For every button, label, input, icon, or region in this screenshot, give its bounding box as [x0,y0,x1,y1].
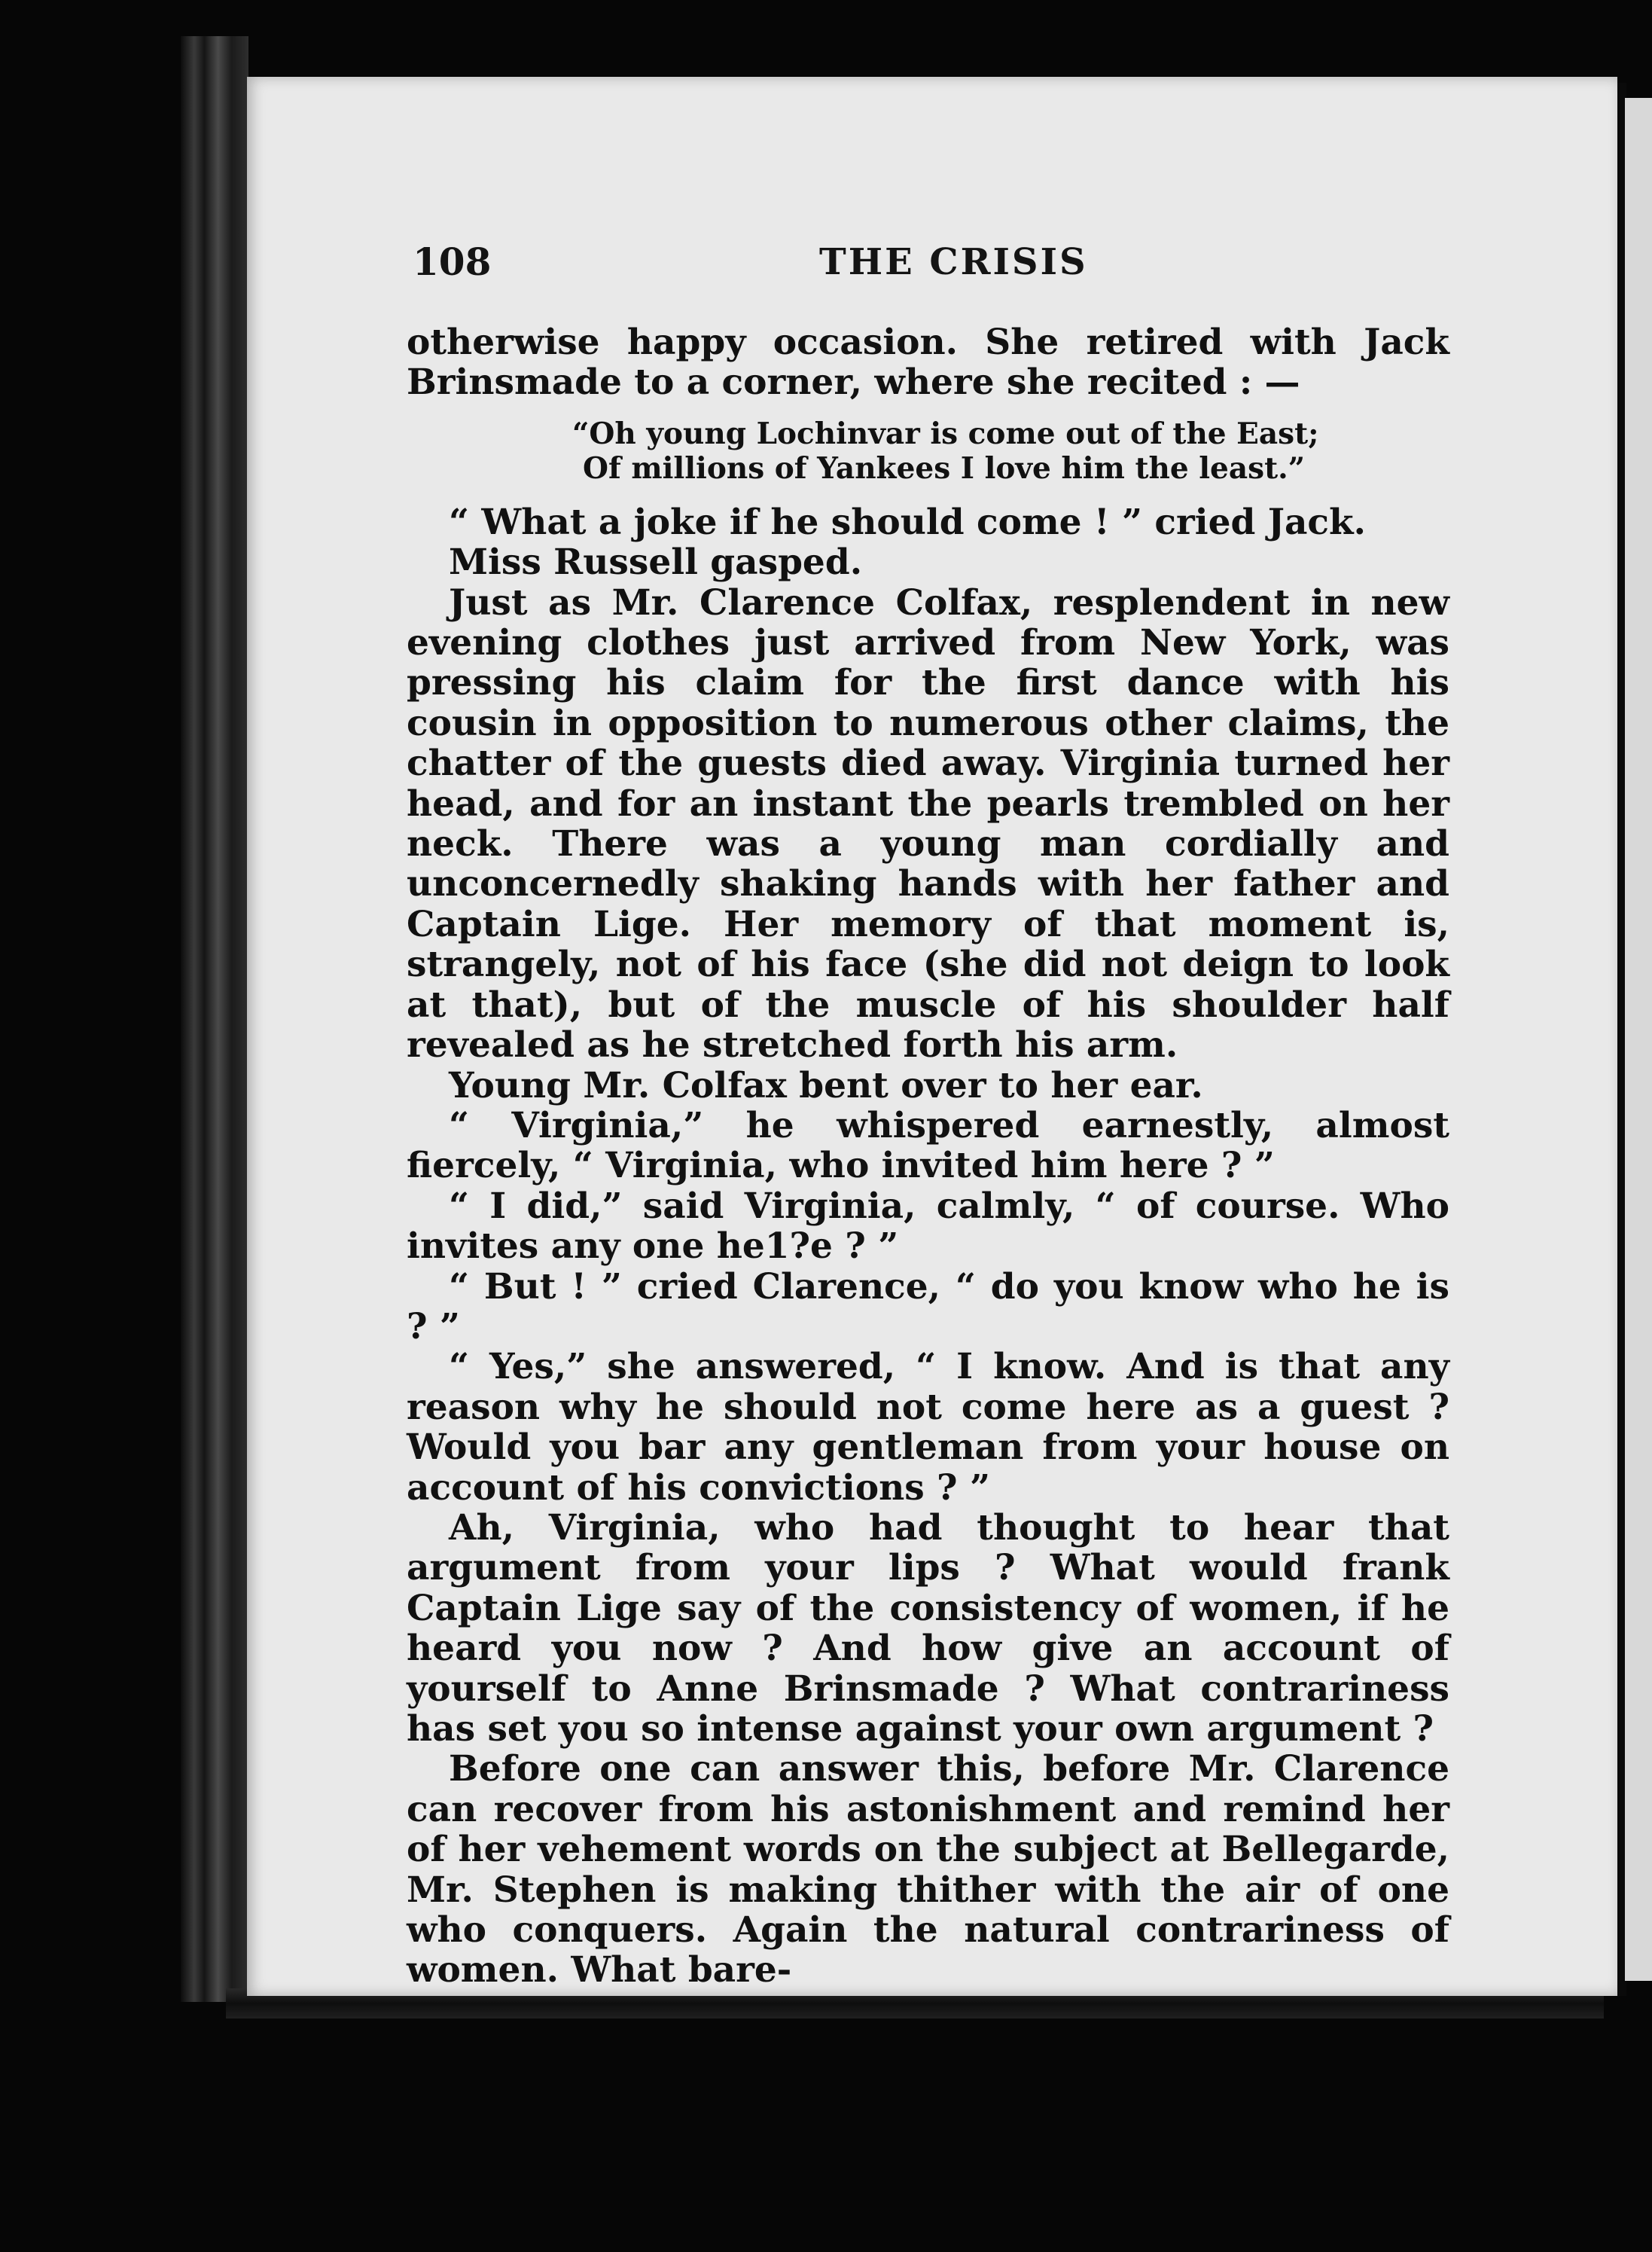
paragraph: “ What a joke if he should come ! ” cried Jack. [449,501,1366,543]
facing-page-edge [1625,98,1652,1981]
paragraph: Miss Russell gasped. [449,542,863,584]
verse-line: “Oh young Lochinvar is come out of the East; [572,416,1319,451]
paragraph: “ But ! ” cried Clarence, “ do you know who he is ? ” [407,1265,1449,1347]
paragraph: Before one can answer this, before Mr. Clarence can recover from his astonishment and remind her of her vehement words on the subject at Bellegarde, Mr. Stephen is making thither with the air of one who conquers. Again the natural contrariness of women. What bare- [407,1748,1449,1991]
book-page-edges [181,36,248,2002]
paragraph: “ I did,” said Virginia, calmly, “ of course. Who invites any one he1?e ? ” [407,1185,1449,1268]
paragraph: Young Mr. Colfax bent over to her ear. [449,1064,1203,1106]
paragraph: Just as Mr. Clarence Colfax, resplendent in new evening clothes just arrived from New York, was pressing his claim for the first dance with his cousin in opposition to numerous other claims, the chatter of the guests died away. Virginia turned her head, and for an instant the pearls trembled on her neck. There was a young man cordially and unconcernedly shaking hands with her father and Captain Lige. Her memory of that moment is, strangely, not of his face (she did not deign to look at that), but of the muscle of his shoulder half revealed as he stretched forth his arm. [407,581,1449,1066]
paragraph: “ Yes,” she answered, “ I know. And is that any reason why he should not come here as a guest ? Would you bar any gentleman from your house on account of his convictions ? ” [407,1346,1449,1509]
page-header [413,240,1452,285]
paragraph: “ Virginia,” he whispered earnestly, almost fiercely, “ Virginia, who invited him here ? ” [407,1104,1449,1187]
paragraph-opening: otherwise happy occasion. She retired with Jack Brinsmade to a corner, where she recited : — [407,322,1449,404]
verse-line: Of millions of Yankees I love him the least.” [583,450,1306,486]
running-head: THE CRISIS [819,241,1088,283]
verse-quotation [407,417,1449,486]
body-text [407,322,1449,1991]
paragraph: Ah, Virginia, who had thought to hear that argument from your lips ? What would frank Captain Lige say of the consistency of women, if he heard you now ? And how give an account of yourself to Anne Brinsmade ? What contrariness has set you so intense against your own argument ? [407,1506,1449,1750]
page-number: 108 [413,240,492,284]
